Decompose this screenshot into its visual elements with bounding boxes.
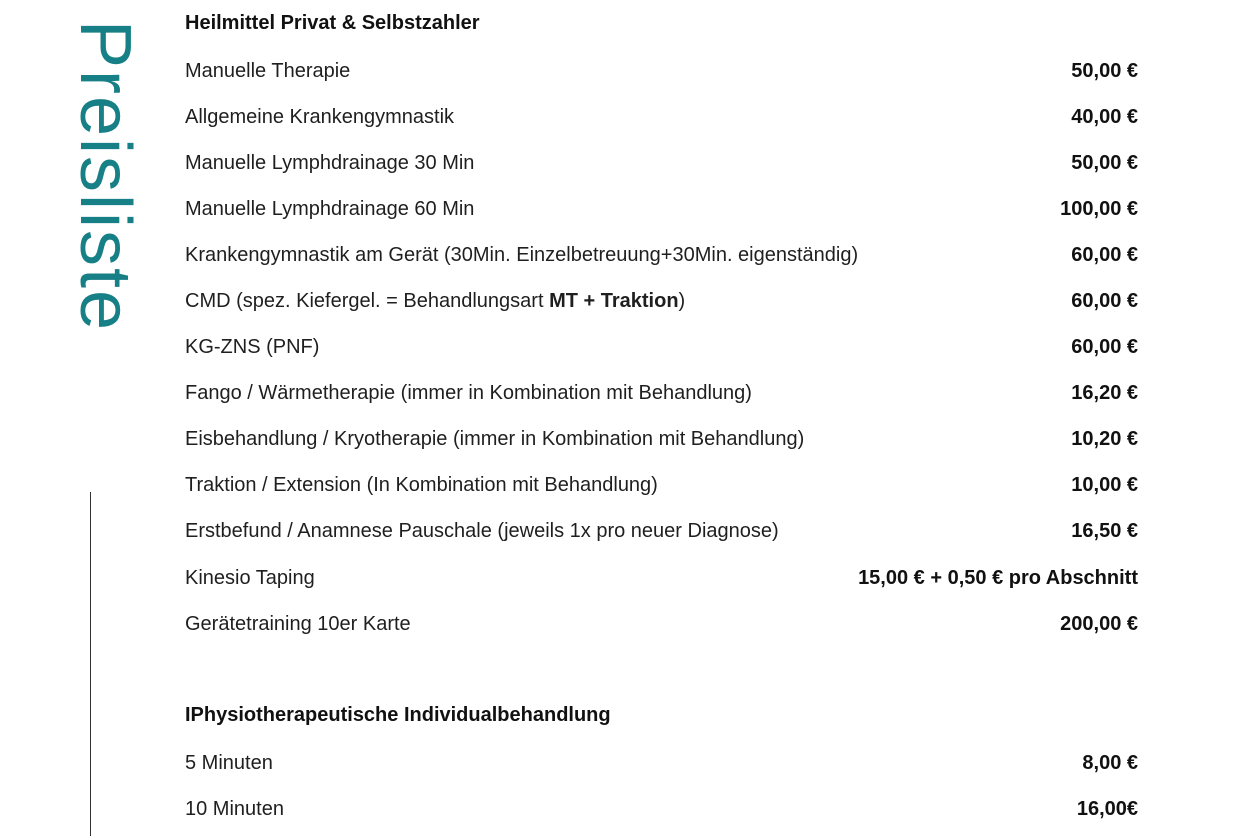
service-price: 16,20 € bbox=[1071, 381, 1138, 404]
service-price: 15,00 € + 0,50 € pro Abschnitt bbox=[858, 566, 1138, 589]
service-label: 10 Minuten bbox=[185, 797, 284, 820]
service-price: 200,00 € bbox=[1060, 612, 1138, 635]
service-label: Gerätetraining 10er Karte bbox=[185, 612, 411, 635]
price-row bbox=[185, 148, 1138, 178]
service-label: Manuelle Lymphdrainage 60 Min bbox=[185, 197, 475, 220]
service-price: 16,50 € bbox=[1071, 519, 1138, 542]
service-price: 10,20 € bbox=[1071, 427, 1138, 450]
service-price: 100,00 € bbox=[1060, 197, 1138, 220]
section-heading-private: Heilmittel Privat & Selbstzahler bbox=[185, 12, 480, 34]
service-price: 60,00 € bbox=[1071, 243, 1138, 266]
price-row bbox=[185, 332, 1138, 362]
service-label: Manuelle Lymphdrainage 30 Min bbox=[185, 151, 475, 174]
price-row bbox=[185, 378, 1138, 408]
price-row bbox=[185, 794, 1138, 824]
service-label: Allgemeine Krankengymnastik bbox=[185, 105, 455, 128]
section-heading-individual: IPhysiotherapeutische Individualbehandlung bbox=[185, 704, 611, 726]
price-row bbox=[185, 194, 1138, 224]
service-price: 50,00 € bbox=[1071, 151, 1138, 174]
service-label: Krankengymnastik am Gerät (30Min. Einzelbetreuung+30Min. eigenständig) bbox=[185, 243, 859, 266]
price-row bbox=[185, 748, 1138, 778]
price-row bbox=[185, 56, 1138, 86]
price-row bbox=[185, 516, 1138, 546]
service-price: 10,00 € bbox=[1071, 473, 1138, 496]
price-row bbox=[185, 424, 1138, 454]
service-label-suffix: ) bbox=[678, 289, 686, 312]
service-label: 5 Minuten bbox=[185, 751, 273, 774]
service-price: 40,00 € bbox=[1071, 105, 1138, 128]
price-row bbox=[185, 563, 1138, 593]
service-label: Manuelle Therapie bbox=[185, 59, 351, 82]
sidebar-divider bbox=[90, 492, 91, 836]
service-label: Traktion / Extension (In Kombination mit Behandlung) bbox=[185, 473, 658, 496]
price-row bbox=[185, 286, 1138, 316]
price-row bbox=[185, 102, 1138, 132]
service-price: 60,00 € bbox=[1071, 335, 1138, 358]
service-label: KG-ZNS (PNF) bbox=[185, 335, 320, 358]
service-label: Kinesio Taping bbox=[185, 566, 315, 589]
service-price: 60,00 € bbox=[1071, 289, 1138, 312]
service-price: 50,00 € bbox=[1071, 59, 1138, 82]
service-label bbox=[185, 290, 685, 313]
service-price: 16,00€ bbox=[1076, 797, 1138, 820]
service-label-emphasis: MT + Traktion bbox=[549, 289, 679, 312]
service-label-prefix: CMD (spez. Kiefergel. = Behandlungsart bbox=[185, 289, 550, 312]
page-title: Preisliste bbox=[65, 20, 145, 333]
service-label: Erstbefund / Anamnese Pauschale (jeweils 1x pro neuer Diagnose) bbox=[185, 519, 779, 542]
price-row bbox=[185, 470, 1138, 500]
service-price: 8,00 € bbox=[1082, 751, 1138, 774]
price-row bbox=[185, 609, 1138, 639]
service-label: Eisbehandlung / Kryotherapie (immer in Kombination mit Behandlung) bbox=[185, 427, 805, 450]
price-row bbox=[185, 240, 1138, 270]
service-label: Fango / Wärmetherapie (immer in Kombination mit Behandlung) bbox=[185, 381, 752, 404]
